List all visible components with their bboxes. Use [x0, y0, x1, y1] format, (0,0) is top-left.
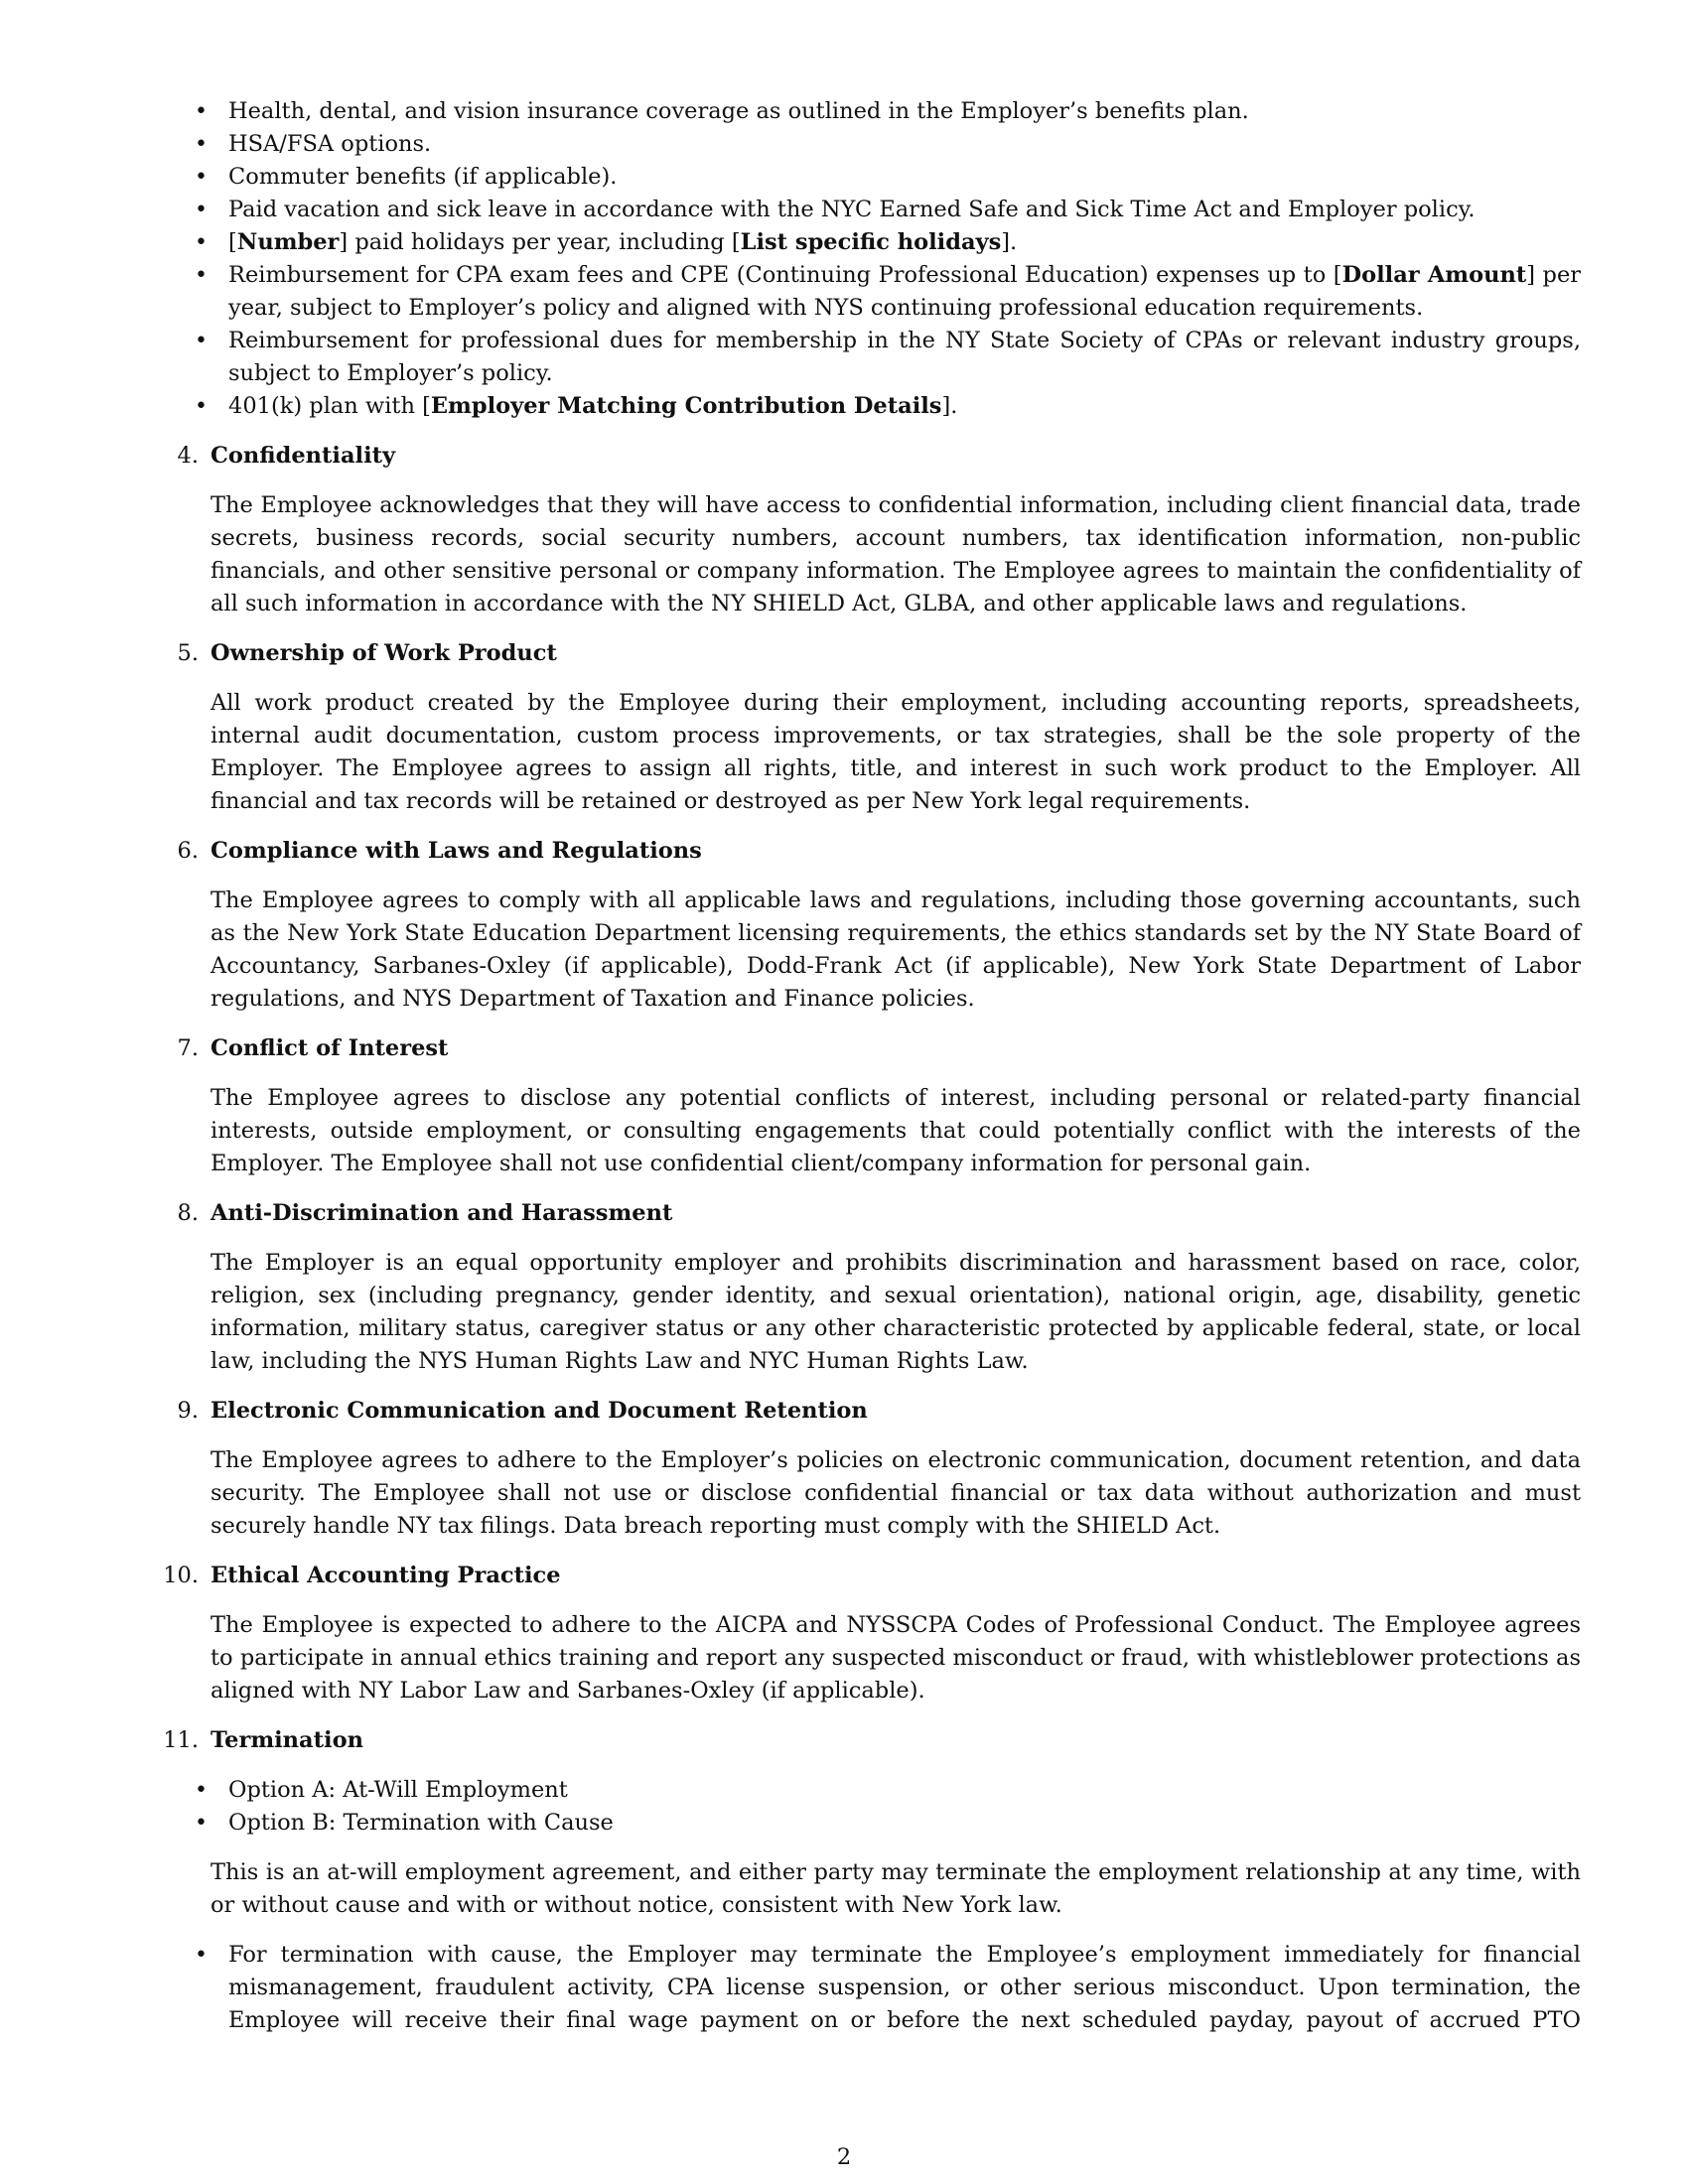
section-termination [163, 1724, 1581, 2037]
section-title: Electronic Communication and Document Retention [211, 1398, 868, 1424]
section-text: This is an at-will employment agreement, and either party may terminate the employment relationship at any time, with or without cause and with or without notice, consistent with New York law. [211, 1859, 1581, 1918]
document-page [163, 95, 1582, 2037]
section-heading [177, 637, 1581, 670]
section-number: 10. [163, 1563, 199, 1588]
section-ownership [177, 637, 1581, 818]
section-number: 5. [177, 640, 199, 666]
section-number: 7. [177, 1035, 199, 1061]
section-text: The Employee acknowledges that they will have access to confidential information, including client financial data, trade secrets, business records, social security numbers, account numbers, tax identification information, non-public financials, and other sensitive personal or company information. The Employee agrees to maintain the confidentiality of all such information in accordance with the NY SHIELD Act, GLBA, and other applicable laws and regulations. [211, 492, 1581, 616]
section-text: The Employee is expected to adhere to the AICPA and NYSSCPA Codes of Professional Conduct. The Employee agrees to participate in annual ethics training and report any suspected misconduct or fraud, with whistleblower protections as aligned with NY Labor Law and Sarbanes-Oxley (if applicable). [211, 1612, 1581, 1704]
section-number: 8. [177, 1200, 199, 1226]
list-item: • For termination with cause, the Employer may terminate the Employee’s employment immediately for financial mismanagement, fraudulent activity, CPA license suspension, or other serious misconduct. Upon termination, the Employee will receive their final wage payment on or before the next scheduled payday, payout of accrued PTO [228, 1939, 1581, 2037]
list-item: • Reimbursement for CPA exam fees and CPE (Continuing Professional Education) expenses up to [Dollar Amount] per year, subject to Employer’s policy and aligned with NYS continuing professional education requirements. [228, 259, 1581, 325]
placeholder-dollar-amount: Dollar Amount [1341, 262, 1527, 288]
placeholder-holidays: List specific holidays [740, 229, 1002, 255]
list-item: • Paid vacation and sick leave in accordance with the NYC Earned Safe and Sick Time Act and Employer policy. [228, 194, 1581, 226]
section-heading [177, 1395, 1581, 1428]
section-ethical-accounting [163, 1560, 1581, 1707]
section-title: Ethical Accounting Practice [211, 1563, 561, 1588]
section-heading [177, 835, 1581, 868]
section-heading [177, 1032, 1581, 1065]
section-title: Conflict of Interest [211, 1035, 449, 1061]
section-anti-discrimination [177, 1197, 1581, 1378]
list-item: • Commuter benefits (if applicable). [228, 161, 1581, 194]
termination-cause-list [228, 1939, 1581, 2037]
list-item: • Reimbursement for professional dues for membership in the NY State Society of CPAs or relevant industry groups, subject to Employer’s policy. [228, 325, 1581, 390]
section-text: All work product created by the Employee during their employment, including accounting reports, spreadsheets, internal audit documentation, custom process improvements, or tax strategies, shall be the sole property of the Employer. The Employee agrees to assign all rights, title, and interest in such work product to the Employer. All financial and tax records will be retained or destroyed as per New York legal requirements. [211, 690, 1581, 814]
section-heading [163, 1724, 1581, 1757]
section-text: The Employer is an equal opportunity employer and prohibits discrimination and harassment based on race, color, religion, sex (including pregnancy, gender identity, and sexual orientation), national origin, age, disability, genetic information, military status, caregiver status or any other characteristic protected by applicable federal, state, or local law, including the NYS Human Rights Law and NYC Human Rights Law. [211, 1250, 1581, 1374]
section-heading [177, 440, 1581, 473]
list-item: • Option A: At-Will Employment [228, 1774, 1581, 1807]
section-electronic-communication [177, 1395, 1581, 1543]
section-number: 6. [177, 838, 199, 864]
section-title: Confidentiality [211, 443, 396, 469]
placeholder-matching: Employer Matching Contribution Details [430, 393, 942, 419]
benefits-list [228, 95, 1581, 423]
section-text: The Employee agrees to comply with all applicable laws and regulations, including those governing accountants, such as the New York State Education Department licensing requirements, the ethics standards set by the NY State Board of Accountancy, Sarbanes-Oxley (if applicable), Dodd-Frank Act (if applicable), New York State Department of Labor regulations, and NYS Department of Taxation and Finance policies. [211, 887, 1581, 1012]
termination-options-list [228, 1774, 1581, 1840]
page-number: 2 [836, 2144, 852, 2170]
section-confidentiality [177, 440, 1581, 620]
list-item: • Option B: Termination with Cause [228, 1807, 1581, 1840]
section-conflict-of-interest [177, 1032, 1581, 1180]
section-compliance [177, 835, 1581, 1016]
section-text: The Employee agrees to adhere to the Employer’s policies on electronic communication, document retention, and data security. The Employee shall not use or disclose confidential financial or tax data without authorization and must securely handle NY tax filings. Data breach reporting must comply with the SHIELD Act. [211, 1447, 1581, 1539]
section-text: The Employee agrees to disclose any potential conflicts of interest, including personal or related-party financial interests, outside employment, or consulting engagements that could potentially conflict with the interests of the Employer. The Employee shall not use confidential client/company information for personal gain. [211, 1085, 1581, 1176]
section-title: Anti-Discrimination and Harassment [211, 1200, 673, 1226]
section-title: Termination [211, 1727, 363, 1753]
section-number: 11. [163, 1727, 199, 1753]
section-title: Ownership of Work Product [211, 640, 557, 666]
list-item: • 401(k) plan with [Employer Matching Contribution Details]. [228, 390, 1581, 423]
section-heading [177, 1197, 1581, 1230]
placeholder-number: Number [236, 229, 340, 255]
list-item: • [Number] paid holidays per year, including [List specific holidays]. [228, 226, 1581, 259]
section-heading [163, 1560, 1581, 1592]
list-item: • Health, dental, and vision insurance coverage as outlined in the Employer’s benefits plan. [228, 95, 1581, 128]
list-item: • HSA/FSA options. [228, 128, 1581, 161]
section-title: Compliance with Laws and Regulations [211, 838, 702, 864]
section-number: 4. [177, 443, 199, 469]
section-number: 9. [177, 1398, 199, 1424]
